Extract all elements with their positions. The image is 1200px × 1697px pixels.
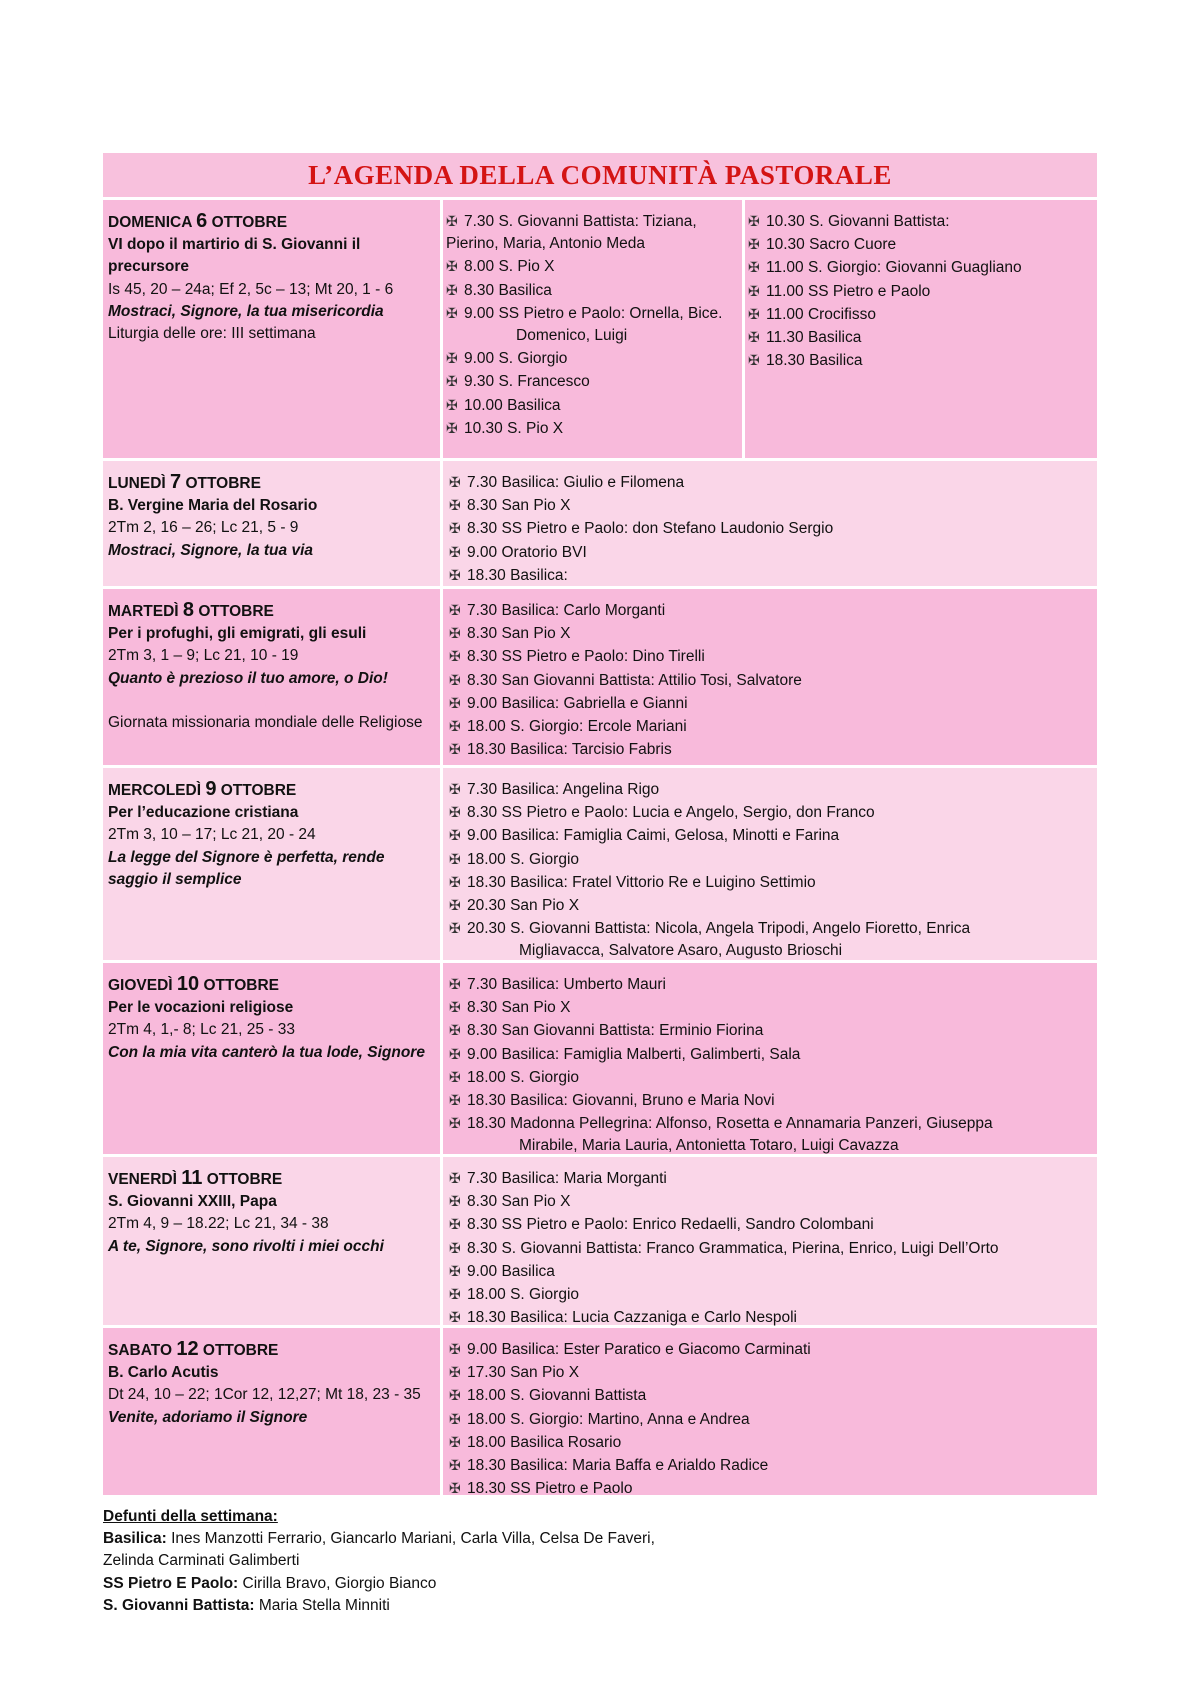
mass-entry — [449, 917, 1092, 962]
mass-text: 8.30 San Pio X — [467, 1193, 571, 1211]
mass-text: 18.30 Basilica — [766, 352, 863, 370]
mass-entry — [449, 645, 1092, 668]
cross-icon: ✠ — [446, 419, 458, 436]
mass-entry — [449, 1408, 1092, 1431]
mass-entry — [449, 1477, 1092, 1500]
cross-icon: ✠ — [446, 350, 458, 367]
day-saint: S. Giovanni XXIII, Papa — [108, 1193, 277, 1211]
cross-icon: ✠ — [748, 305, 760, 322]
mass-text: 18.30 Basilica: Maria Baffa e Arialdo Radice — [467, 1457, 769, 1475]
defunti-label: SS Pietro E Paolo: — [103, 1574, 239, 1592]
day-number: 6 — [196, 210, 208, 232]
day-readings: 2Tm 4, 9 – 18.22; Lc 21, 34 - 38 — [108, 1215, 329, 1233]
day-name — [108, 1338, 435, 1362]
mass-text: 10.30 Sacro Cuore — [766, 236, 897, 254]
day-readings: Is 45, 20 – 24a; Ef 2, 5c – 13; Mt 20, 1 - 6 — [108, 280, 394, 298]
day-name — [108, 778, 435, 802]
mass-entry — [449, 824, 1092, 847]
cross-icon: ✠ — [449, 602, 461, 618]
cross-icon: ✠ — [449, 474, 461, 490]
day-row-tuesday — [103, 589, 1097, 768]
agenda-page — [103, 153, 1097, 1617]
mass-entry — [748, 280, 1092, 303]
mass-entry — [449, 715, 1092, 738]
mass-entry — [449, 1043, 1092, 1066]
day-number: 7 — [170, 471, 182, 493]
mass-entry — [449, 1431, 1092, 1454]
day-row-friday — [103, 1157, 1097, 1328]
day-row-monday — [103, 461, 1097, 589]
mass-text: 7.30 Basilica: Umberto Mauri — [467, 976, 666, 993]
month: OTTOBRE — [198, 603, 274, 620]
defunti-title: Defunti della settimana: — [103, 1508, 278, 1525]
mass-entry — [449, 1306, 1092, 1329]
cross-icon: ✠ — [449, 850, 461, 867]
day-name — [108, 599, 435, 623]
day-readings: 2Tm 2, 16 – 26; Lc 21, 5 - 9 — [108, 519, 299, 537]
cross-icon: ✠ — [449, 897, 461, 914]
mass-entry — [446, 279, 737, 302]
defunti-names: Cirilla Bravo, Giorgio Bianco — [238, 1574, 437, 1592]
cross-icon: ✠ — [449, 999, 461, 1016]
weekday: VENERDÌ — [108, 1171, 177, 1188]
cross-icon: ✠ — [449, 1433, 461, 1450]
mass-entry — [446, 417, 737, 440]
day-number: 8 — [182, 599, 195, 621]
mass-text: 8.30 San Giovanni Battista: Attilio Tosi, Salvatore — [467, 671, 802, 689]
mass-entry — [449, 1167, 1092, 1190]
cross-icon: ✠ — [449, 648, 461, 665]
day-number: 9 — [205, 778, 217, 800]
mass-entry — [449, 1213, 1092, 1236]
mass-text: 18.00 S. Giorgio: Martino, Anna e Andrea — [467, 1410, 750, 1428]
mass-entry — [748, 326, 1092, 349]
cross-icon: ✠ — [446, 396, 458, 413]
day-row-saturday — [103, 1328, 1097, 1498]
mass-text: 8.30 SS Pietro e Paolo: don Stefano Laudonio Sergio — [467, 520, 834, 538]
weekday: GIOVEDÌ — [108, 977, 173, 994]
mass-entry — [449, 1066, 1092, 1089]
day-psalm: Venite, adoriamo il Signore — [108, 1408, 308, 1426]
mass-text: 18.30 Basilica: Tarcisio Fabris — [467, 741, 672, 759]
mass-text: 18.30 Basilica: — [467, 566, 568, 584]
mass-text: 10.30 S. Giovanni Battista: — [766, 213, 950, 230]
cross-icon: ✠ — [449, 804, 461, 821]
mass-entry — [449, 871, 1092, 894]
mass-entry — [748, 233, 1092, 256]
mass-text: Pierino, Maria, Antonio Meda — [446, 235, 646, 253]
mass-text-continued: Migliavacca, Salvatore Asaro, Augusto Brioschi — [519, 942, 843, 960]
mass-text: 18.00 Basilica Rosario — [467, 1433, 622, 1451]
day-saint: Per i profughi, gli emigrati, gli esuli — [108, 625, 367, 643]
day-info — [103, 1328, 443, 1495]
mass-text: 7.30 Basilica: Giulio e Filomena — [467, 474, 685, 491]
mass-entry — [449, 669, 1092, 692]
cross-icon: ✠ — [449, 781, 461, 797]
mass-text: 18.30 Basilica: Giovanni, Bruno e Maria Novi — [467, 1092, 775, 1110]
month: OTTOBRE — [202, 1342, 279, 1359]
cross-icon: ✠ — [449, 1216, 461, 1233]
mass-entry — [449, 541, 1092, 564]
day-row-wednesday — [103, 768, 1097, 963]
mass-text: 8.30 San Giovanni Battista: Erminio Fiorina — [467, 1022, 764, 1040]
mass-text: 8.30 SS Pietro e Paolo: Enrico Redaelli, Sandro Colombani — [467, 1216, 874, 1234]
mass-text: 18.00 S. Giorgio: Ercole Mariani — [467, 718, 687, 736]
cross-icon: ✠ — [449, 625, 461, 642]
mass-entry — [449, 599, 1092, 622]
cross-icon: ✠ — [449, 1022, 461, 1039]
day-psalm: A te, Signore, sono rivolti i miei occhi — [108, 1237, 384, 1255]
day-row-thursday — [103, 963, 1097, 1157]
cross-icon: ✠ — [446, 258, 458, 275]
day-psalm: Mostraci, Signore, la tua via — [108, 541, 314, 559]
cross-icon: ✠ — [446, 213, 458, 229]
mass-entry — [748, 303, 1092, 326]
cross-icon: ✠ — [748, 213, 760, 229]
mass-list-friday — [443, 1157, 1097, 1325]
mass-text: 9.30 S. Francesco — [464, 373, 590, 391]
mass-text: 8.30 Basilica — [464, 281, 552, 299]
cross-icon: ✠ — [449, 1045, 461, 1062]
day-number: 10 — [176, 973, 200, 995]
cross-icon: ✠ — [748, 352, 760, 369]
mass-text: 17.30 San Pio X — [467, 1364, 580, 1382]
cross-icon: ✠ — [449, 1115, 461, 1132]
mass-entry — [449, 1361, 1092, 1384]
mass-text: 8.30 SS Pietro e Paolo: Dino Tirelli — [467, 648, 705, 666]
mass-text: 9.00 S. Giorgio — [464, 350, 568, 368]
mass-entry — [449, 1237, 1092, 1260]
cross-icon: ✠ — [449, 1286, 461, 1303]
mass-entry — [446, 370, 737, 393]
month: OTTOBRE — [211, 214, 288, 231]
mass-list-sunday-1 — [443, 200, 745, 458]
cross-icon: ✠ — [748, 236, 760, 253]
day-name — [108, 471, 435, 495]
mass-text: 8.30 SS Pietro e Paolo: Lucia e Angelo, Sergio, don Franco — [467, 804, 875, 822]
mass-entry — [449, 1019, 1092, 1042]
mass-list-saturday — [443, 1328, 1097, 1498]
day-saint: VI dopo il martirio di S. Giovanni il precursore — [108, 236, 361, 276]
mass-text: 9.00 SS Pietro e Paolo: Ornella, Bice. — [464, 304, 723, 322]
day-psalm: Quanto è prezioso il tuo amore, o Dio! — [108, 669, 388, 687]
day-note: Giornata missionaria mondiale delle Religiose — [108, 713, 423, 731]
mass-text: 10.00 Basilica — [464, 396, 561, 414]
mass-entry — [449, 494, 1092, 517]
weekday: SABATO — [108, 1342, 173, 1359]
cross-icon: ✠ — [449, 827, 461, 844]
defunti-line — [103, 1573, 1097, 1595]
mass-text: 8.00 S. Pio X — [464, 258, 555, 276]
defunti-section — [103, 1506, 1097, 1617]
cross-icon: ✠ — [449, 1387, 461, 1404]
mass-text: 9.00 Oratorio BVI — [467, 543, 587, 561]
mass-text: 7.30 S. Giovanni Battista: Tiziana, — [464, 213, 697, 230]
day-readings: 2Tm 3, 1 – 9; Lc 21, 10 - 19 — [108, 647, 299, 665]
day-name — [108, 210, 435, 234]
day-name — [108, 1167, 435, 1191]
day-info — [103, 768, 443, 960]
cross-icon: ✠ — [449, 1193, 461, 1210]
cross-icon: ✠ — [449, 873, 461, 890]
mass-entry — [449, 692, 1092, 715]
mass-text: 20.30 San Pio X — [467, 897, 580, 915]
day-saint: B. Vergine Maria del Rosario — [108, 497, 318, 515]
mass-entry — [449, 1112, 1092, 1157]
day-readings: 2Tm 3, 10 – 17; Lc 21, 20 - 24 — [108, 826, 316, 844]
cross-icon: ✠ — [449, 497, 461, 514]
cross-icon: ✠ — [449, 543, 461, 560]
month: OTTOBRE — [206, 1171, 283, 1188]
mass-text: 8.30 San Pio X — [467, 999, 571, 1017]
mass-entry — [446, 255, 737, 278]
day-info — [103, 589, 443, 765]
defunti-label: S. Giovanni Battista: — [103, 1596, 255, 1614]
mass-text: 18.30 Basilica: Fratel Vittorio Re e Luigino Settimio — [467, 873, 816, 891]
mass-text: 7.30 Basilica: Carlo Morganti — [467, 602, 666, 619]
mass-text: 11.30 Basilica — [766, 329, 862, 347]
mass-text: 11.00 SS Pietro e Paolo — [766, 282, 931, 300]
mass-entry — [449, 1260, 1092, 1283]
mass-entry — [449, 517, 1092, 540]
cross-icon: ✠ — [449, 1457, 461, 1474]
mass-entry — [748, 210, 1092, 233]
cross-icon: ✠ — [449, 671, 461, 688]
defunti-names: Zelinda Carminati Galimberti — [103, 1552, 300, 1570]
month: OTTOBRE — [220, 782, 297, 799]
mass-entry — [446, 302, 737, 347]
day-name — [108, 973, 435, 997]
cross-icon: ✠ — [449, 920, 461, 937]
day-number: 11 — [181, 1167, 203, 1189]
mass-entry — [449, 738, 1092, 761]
mass-entry — [449, 996, 1092, 1019]
mass-text: 18.30 SS Pietro e Paolo — [467, 1480, 633, 1498]
mass-text: 7.30 Basilica: Angelina Rigo — [467, 781, 660, 798]
day-psalm: Mostraci, Signore, la tua misericordia — [108, 302, 384, 320]
mass-text: 18.30 Madonna Pellegrina: Alfonso, Rosetta e Annamaria Panzeri, Giuseppa — [467, 1115, 993, 1133]
day-psalm: La legge del Signore è perfetta, rende saggio il semplice — [108, 848, 385, 888]
mass-entry — [449, 1338, 1092, 1361]
defunti-label: Basilica: — [103, 1530, 167, 1548]
defunti-line — [103, 1595, 1097, 1617]
day-info — [103, 963, 443, 1154]
cross-icon: ✠ — [748, 282, 760, 299]
cross-icon: ✠ — [446, 373, 458, 390]
mass-entry — [446, 347, 737, 370]
mass-text: 18.00 S. Giorgio — [467, 850, 580, 868]
mass-text: 9.00 Basilica: Ester Paratico e Giacomo Carminati — [467, 1341, 811, 1358]
mass-entry — [449, 801, 1092, 824]
mass-entry — [748, 256, 1092, 279]
defunti-line — [103, 1550, 1097, 1572]
cross-icon: ✠ — [449, 718, 461, 735]
weekday: LUNEDÌ — [108, 475, 166, 492]
mass-entry — [449, 1190, 1092, 1213]
day-readings: 2Tm 4, 1,- 8; Lc 21, 25 - 33 — [108, 1021, 295, 1039]
mass-text: 18.00 S. Giovanni Battista — [467, 1387, 647, 1405]
day-row-sunday — [103, 200, 1097, 461]
mass-entry — [449, 471, 1092, 494]
day-info — [103, 461, 443, 586]
cross-icon: ✠ — [449, 694, 461, 711]
cross-icon: ✠ — [449, 566, 461, 583]
cross-icon: ✠ — [449, 976, 461, 992]
mass-text: 11.00 Crocifisso — [766, 305, 876, 323]
cross-icon: ✠ — [446, 304, 458, 321]
cross-icon: ✠ — [449, 1068, 461, 1085]
mass-entry — [449, 1384, 1092, 1407]
mass-text: 18.00 S. Giorgio — [467, 1286, 580, 1304]
mass-text: 20.30 S. Giovanni Battista: Nicola, Angela Tripodi, Angelo Fioretto, Enrica — [467, 920, 971, 938]
mass-text: 9.00 Basilica: Famiglia Caimi, Gelosa, Minotti e Farina — [467, 827, 840, 845]
day-note: Liturgia delle ore: III settimana — [108, 325, 316, 343]
month: OTTOBRE — [203, 977, 279, 994]
day-saint: B. Carlo Acutis — [108, 1364, 219, 1382]
day-saint: Per le vocazioni religiose — [108, 999, 294, 1017]
mass-entry — [449, 894, 1092, 917]
weekday: DOMENICA — [108, 214, 192, 231]
mass-text: 9.00 Basilica: Famiglia Malberti, Galimberti, Sala — [467, 1045, 801, 1063]
mass-entry — [449, 622, 1092, 645]
mass-entry — [449, 1089, 1092, 1112]
mass-text: 8.30 San Pio X — [467, 625, 571, 643]
mass-entry — [449, 848, 1092, 871]
month: OTTOBRE — [185, 475, 261, 492]
cross-icon: ✠ — [449, 1239, 461, 1256]
weekday: MERCOLEDÌ — [108, 782, 201, 799]
mass-entry — [449, 778, 1092, 801]
mass-text: 18.30 Basilica: Lucia Cazzaniga e Carlo Nespoli — [467, 1309, 797, 1327]
mass-text: 8.30 San Pio X — [467, 497, 571, 515]
cross-icon: ✠ — [449, 1410, 461, 1427]
defunti-names: Maria Stella Minniti — [254, 1596, 390, 1614]
mass-entry — [748, 349, 1092, 372]
mass-text-continued: Domenico, Luigi — [516, 327, 628, 345]
mass-entry — [446, 233, 737, 255]
cross-icon: ✠ — [449, 520, 461, 537]
mass-list-wednesday — [443, 768, 1097, 960]
mass-text-continued: Mirabile, Maria Lauria, Antonietta Totaro, Luigi Cavazza — [519, 1137, 899, 1155]
mass-text: 10.30 S. Pio X — [464, 419, 564, 437]
cross-icon: ✠ — [748, 329, 760, 346]
weekday: MARTEDÌ — [108, 603, 179, 620]
mass-entry — [446, 210, 737, 233]
cross-icon: ✠ — [449, 1170, 461, 1186]
mass-text: 18.00 S. Giorgio — [467, 1068, 580, 1086]
mass-entry — [449, 1283, 1092, 1306]
cross-icon: ✠ — [449, 1341, 461, 1357]
page-title: L’AGENDA DELLA COMUNITÀ PASTORALE — [103, 153, 1097, 200]
cross-icon: ✠ — [446, 281, 458, 298]
mass-entry — [449, 973, 1092, 996]
defunti-names: Ines Manzotti Ferrario, Giancarlo Mariani, Carla Villa, Celsa De Faveri, — [166, 1530, 655, 1548]
mass-list-tuesday — [443, 589, 1097, 765]
cross-icon: ✠ — [449, 1092, 461, 1109]
mass-text: 7.30 Basilica: Maria Morganti — [467, 1170, 667, 1187]
mass-list-thursday — [443, 963, 1097, 1154]
day-info — [103, 1157, 443, 1325]
day-info — [103, 200, 443, 458]
cross-icon: ✠ — [449, 1480, 461, 1497]
mass-text: 9.00 Basilica — [467, 1262, 555, 1280]
mass-text: 8.30 S. Giovanni Battista: Franco Grammatica, Pierina, Enrico, Luigi Dell’Orto — [467, 1239, 999, 1257]
day-number: 12 — [176, 1338, 199, 1360]
mass-entry — [449, 1454, 1092, 1477]
mass-text: 11.00 S. Giorgio: Giovanni Guagliano — [766, 259, 1022, 277]
cross-icon: ✠ — [449, 741, 461, 758]
mass-list-monday — [443, 461, 1097, 586]
cross-icon: ✠ — [449, 1262, 461, 1279]
defunti-line — [103, 1528, 1097, 1550]
day-readings: Dt 24, 10 – 22; 1Cor 12, 12,27; Mt 18, 23 - 35 — [108, 1386, 421, 1404]
mass-list-sunday-2 — [745, 200, 1097, 458]
day-psalm: Con la mia vita canterò la tua lode, Signore — [108, 1043, 425, 1061]
mass-entry — [449, 564, 1092, 587]
day-saint: Per l’educazione cristiana — [108, 804, 299, 822]
cross-icon: ✠ — [449, 1364, 461, 1381]
cross-icon: ✠ — [449, 1309, 461, 1326]
mass-entry — [446, 394, 737, 417]
cross-icon: ✠ — [748, 259, 760, 276]
mass-text: 9.00 Basilica: Gabriella e Gianni — [467, 694, 688, 712]
